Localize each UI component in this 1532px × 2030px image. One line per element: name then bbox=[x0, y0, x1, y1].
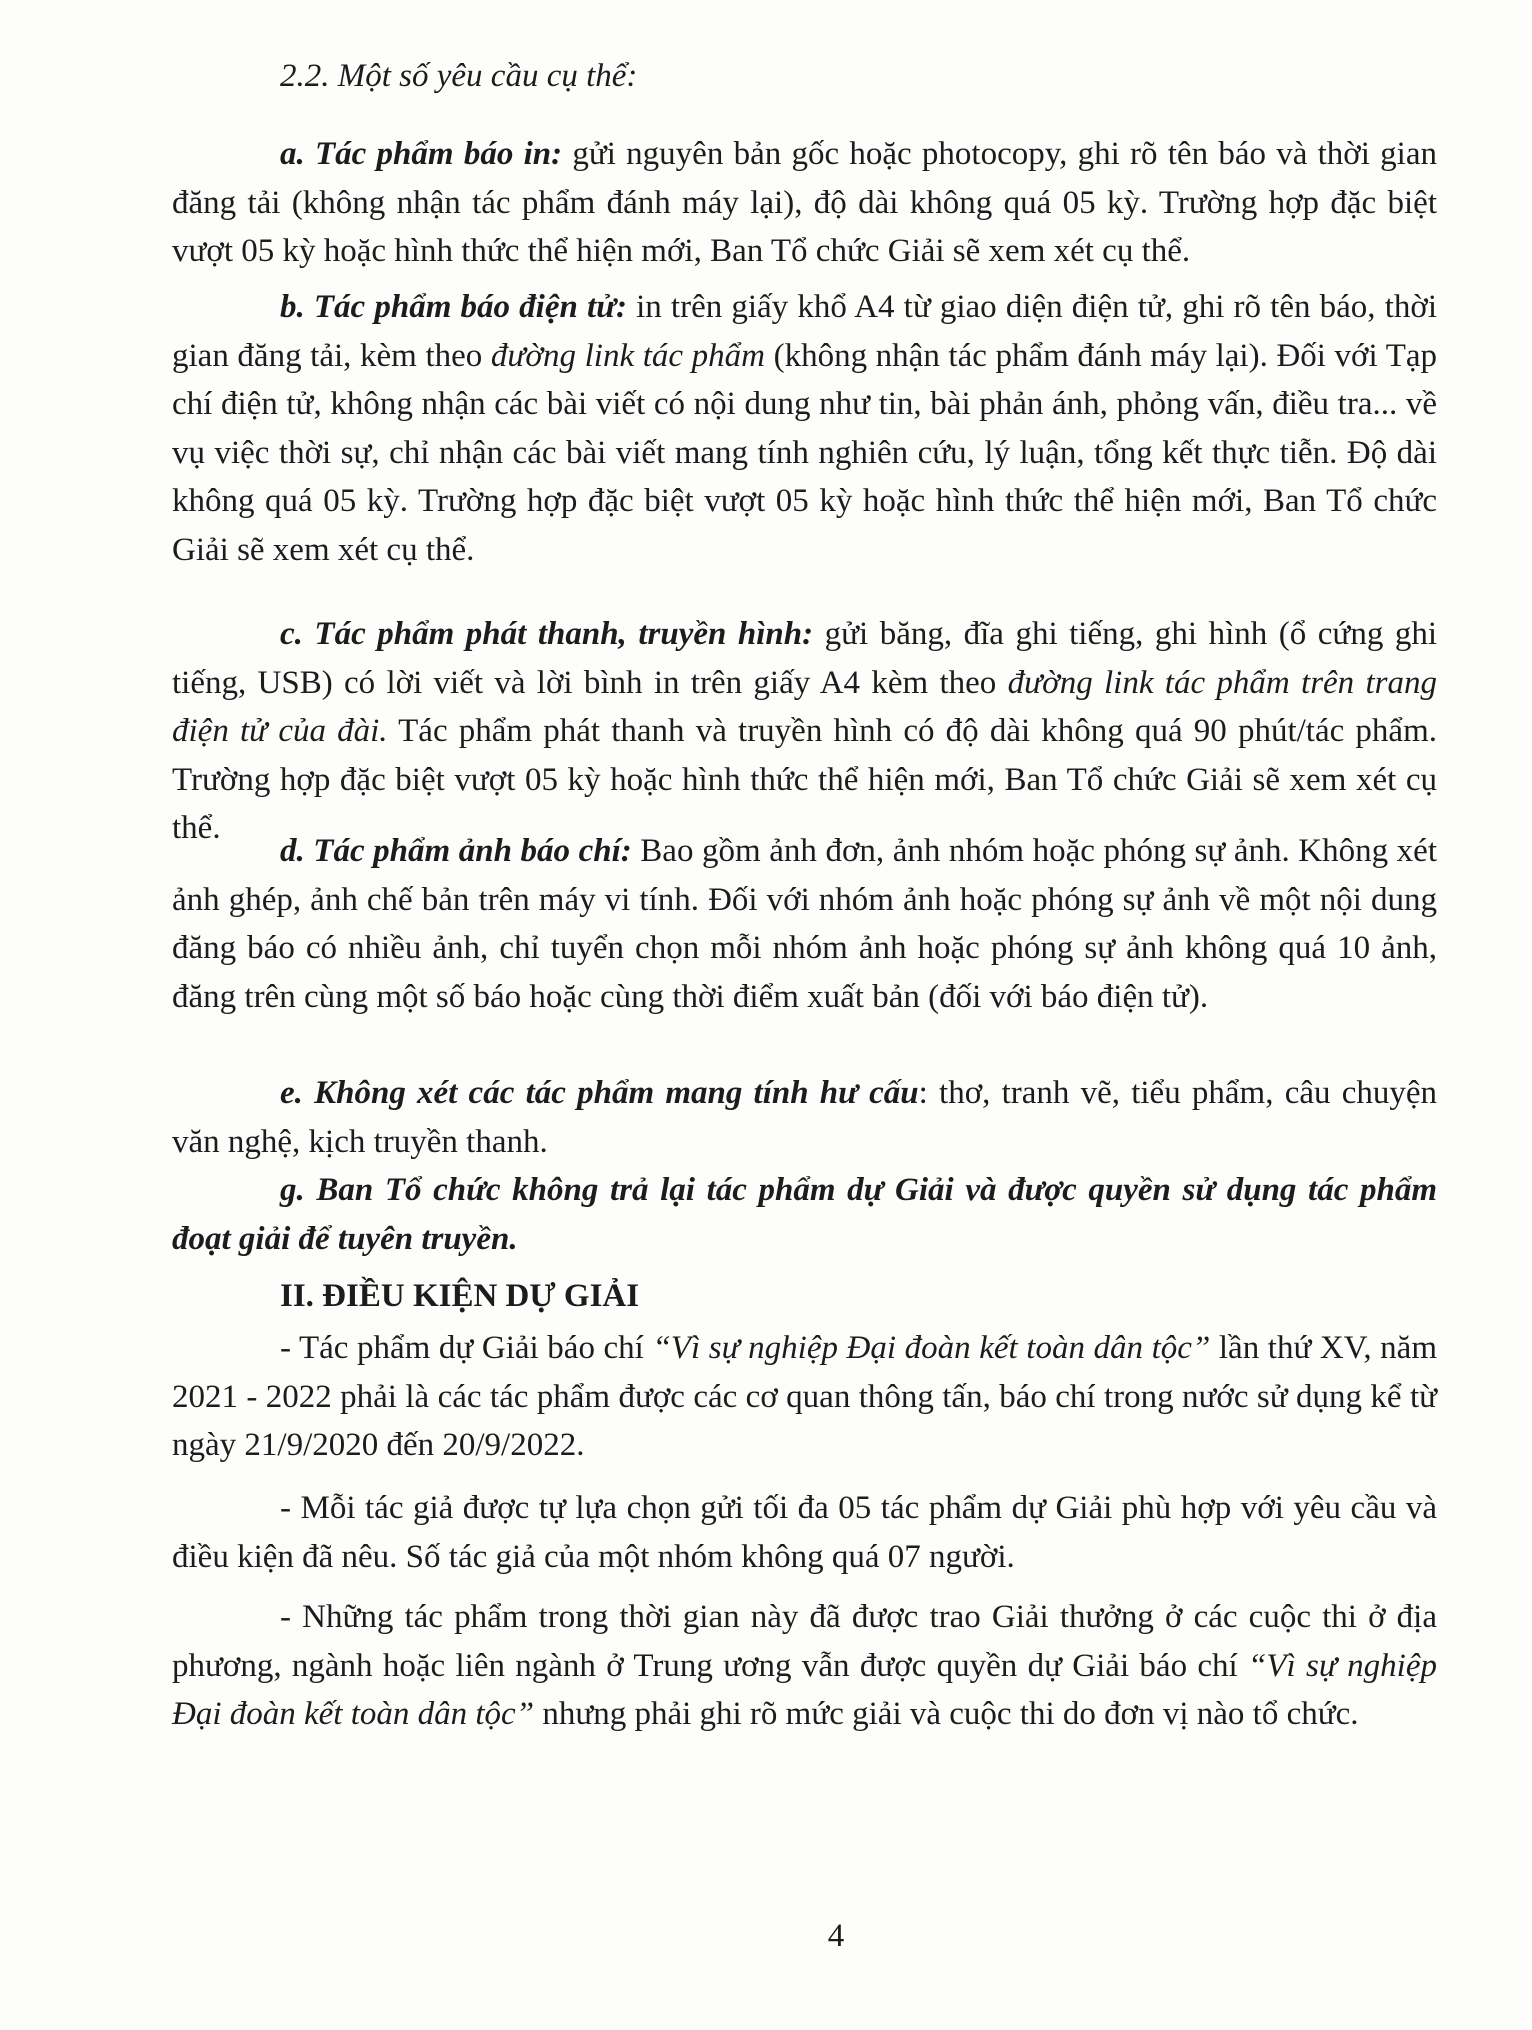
paragraph-b bbox=[172, 283, 1437, 574]
text: Tác phẩm phát thanh và truyền hình có độ dài không quá 90 phút/tác phẩm. Trường hợp đặc biệt vượt 05 kỳ hoặc hình thức thể hiện mới, Ban Tổ chức Giải sẽ xem xét cụ thể. bbox=[172, 713, 1437, 846]
text: Bao gồm ảnh đơn, ảnh nhóm hoặc phóng sự ảnh. Không xét ảnh ghép, ảnh chế bản trên máy vi tính. Đối với nhóm ảnh hoặc phóng sự ảnh về một nội dung đăng báo có nhiều ảnh, chỉ tuyển chọn mỗi nhóm ảnh hoặc phóng sự ảnh không quá 10 ảnh, đăng trên cùng một số báo hoặc cùng thời điểm xuất bản (đối với báo điện tử). bbox=[172, 833, 1437, 1015]
condition-2: - Mỗi tác giả được tự lựa chọn gửi tối đa 05 tác phẩm dự Giải phù hợp với yêu cầu và điều kiện đã nêu. Số tác giả của một nhóm không quá 07 người. bbox=[172, 1490, 1437, 1575]
condition-1 bbox=[172, 1324, 1437, 1470]
text: : thơ, tranh vẽ, tiểu phẩm, câu chuyện văn nghệ, kịch truyền thanh. bbox=[172, 1075, 1437, 1160]
paragraph-c bbox=[172, 610, 1437, 853]
label: c. Tác phẩm phát thanh, truyền hình: bbox=[280, 616, 814, 652]
section-heading: II. ĐIỀU KIỆN DỰ GIẢI bbox=[280, 1278, 640, 1314]
text: - Tác phẩm dự Giải báo chí bbox=[280, 1330, 653, 1366]
award-title: “Vì sự nghiệp Đại đoàn kết toàn dân tộc” bbox=[172, 1647, 1437, 1732]
subsection-heading: 2.2. Một số yêu cầu cụ thể: bbox=[280, 58, 638, 94]
text: in trên giấy khổ A4 từ giao diện điện tử, ghi rõ tên báo, thời gian đăng tải, kèm theo bbox=[172, 289, 1437, 374]
text: gửi nguyên bản gốc hoặc photocopy, ghi rõ tên báo và thời gian đăng tải (không nhận tác phẩm đánh máy lại), độ dài không quá 05 kỳ. Trường hợp đặc biệt vượt 05 kỳ hoặc hình thức thể hiện mới, Ban Tổ chức Giải sẽ xem xét cụ thể. bbox=[172, 136, 1437, 269]
text: - Những tác phẩm trong thời gian này đã được trao Giải thưởng ở các cuộc thi ở địa phương, ngành hoặc liên ngành ở Trung ương vẫn được quyền dự Giải báo chí bbox=[172, 1599, 1437, 1684]
text: lần thứ XV, năm 2021 - 2022 phải là các tác phẩm được các cơ quan thông tấn, báo chí trong nước sử dụng kể từ ngày 21/9/2020 đến 20/9/2022. bbox=[172, 1330, 1437, 1463]
text: nhưng phải ghi rõ mức giải và cuộc thi do đơn vị nào tổ chức. bbox=[534, 1696, 1359, 1732]
label: a. Tác phẩm báo in: bbox=[280, 136, 563, 172]
text: gửi băng, đĩa ghi tiếng, ghi hình (ổ cứng ghi tiếng, USB) có lời viết và lời bình in trên giấy A4 kèm theo bbox=[172, 616, 1438, 701]
label: e. Không xét các tác phẩm mang tính hư cấu bbox=[280, 1075, 919, 1111]
page-number: 4 bbox=[827, 1918, 845, 1954]
label: b. Tác phẩm báo điện tử: bbox=[280, 289, 627, 325]
award-title: “Vì sự nghiệp Đại đoàn kết toàn dân tộc” bbox=[652, 1330, 1211, 1366]
paragraph-g: g. Ban Tổ chức không trả lại tác phẩm dự Giải và được quyền sử dụng tác phẩm đoạt giải để tuyên truyền. bbox=[172, 1172, 1437, 1257]
paragraph-a bbox=[172, 130, 1437, 276]
label: d. Tác phẩm ảnh báo chí: bbox=[280, 833, 632, 869]
condition-3 bbox=[172, 1593, 1437, 1739]
link-text: đường link tác phẩm bbox=[490, 337, 765, 374]
text: (không nhận tác phẩm đánh máy lại). Đối với Tạp chí điện tử, không nhận các bài viết có nội dung như tin, bài phản ánh, phỏng vấn, điều tra... về vụ việc thời sự, chỉ nhận các bài viết mang tính nghiên cứu, lý luận, tổng kết thực tiễn. Độ dài không quá 05 kỳ. Trường hợp đặc biệt vượt 05 kỳ hoặc hình thức thể hiện mới, Ban Tổ chức Giải sẽ xem xét cụ thể. bbox=[172, 337, 1437, 568]
link-text: đường link tác phẩm trên trang điện tử của đài. bbox=[172, 664, 1437, 749]
paragraph-e bbox=[172, 1069, 1437, 1166]
paragraph-d bbox=[172, 827, 1437, 1021]
